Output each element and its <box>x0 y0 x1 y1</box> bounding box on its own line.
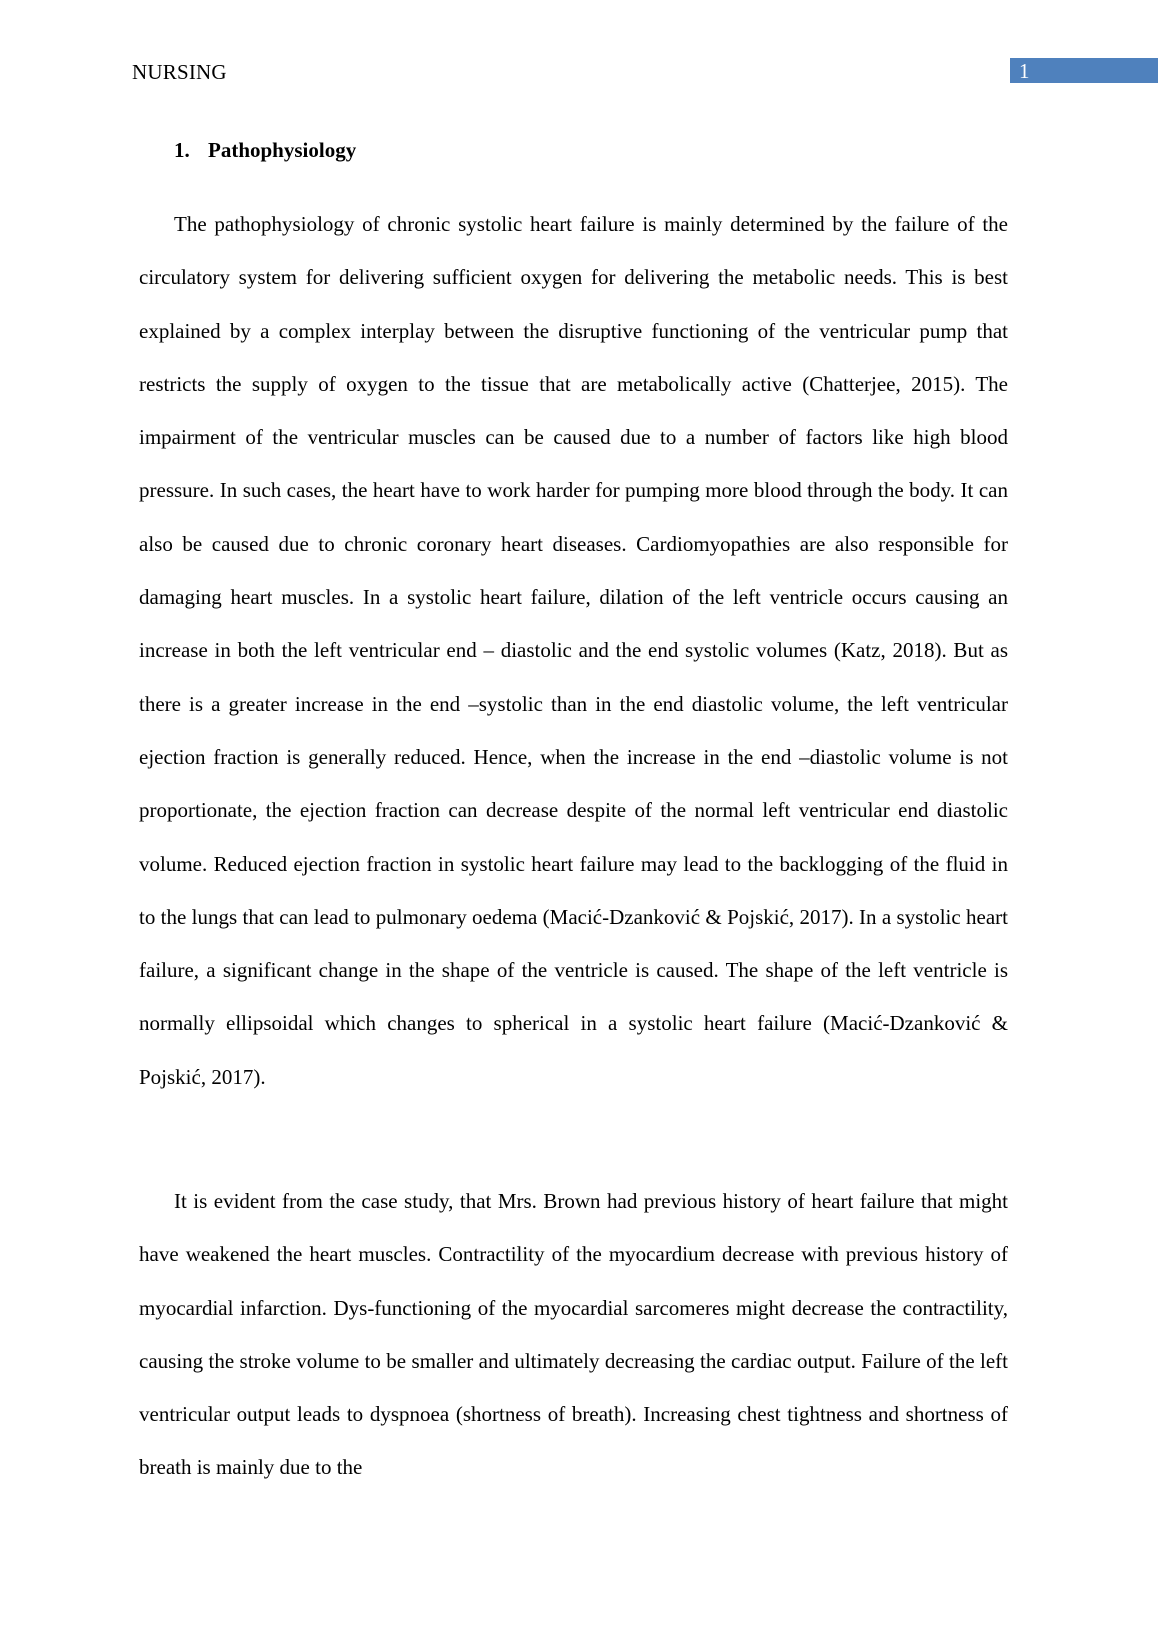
body-paragraph-1: The pathophysiology of chronic systolic heart failure is mainly determined by the failure of the circulatory system for delivering sufficient oxygen for delivering the metabolic needs. This is best explained by a complex interplay between the disruptive functioning of the ventricular pump that restricts the supply of oxygen to the tissue that are metabolically active (Chatterjee, 2015). The impairment of the ventricular muscles can be caused due to a number of factors like high blood pressure. In such cases, the heart have to work harder for pumping more blood through the body. It can also be caused due to chronic coronary heart diseases. Cardiomyopathies are also responsible for damaging heart muscles. In a systolic heart failure, dilation of the left ventricle occurs causing an increase in both the left ventricular end – diastolic and the end systolic volumes (Katz, 2018). But as there is a greater increase in the end –systolic than in the end diastolic volume, the left ventricular ejection fraction is generally reduced. Hence, when the increase in the end –diastolic volume is not proportionate, the ejection fraction can decrease despite of the normal left ventricular end diastolic volume. Reduced ejection fraction in systolic heart failure may lead to the backlogging of the fluid in to the lungs that can lead to pulmonary oedema (Macić-Dzanković & Pojskić, 2017). In a systolic heart failure, a significant change in the shape of the ventricle is caused. The shape of the left ventricle is normally ellipsoidal which changes to spherical in a systolic heart failure (Macić-Dzanković & Pojskić, 2017). <box>139 212 1008 1089</box>
section-heading <box>174 137 356 163</box>
page-number: 1 <box>1019 59 1030 83</box>
body-paragraph-2: It is evident from the case study, that Mrs. Brown had previous history of heart failure that might have weakened the heart muscles. Contractility of the myocardium decrease with previous history of myocardial infarction. Dys-functioning of the myocardial sarcomeres might decrease the contractility, causing the stroke volume to be smaller and ultimately decreasing the cardiac output. Failure of the left ventricular output leads to dyspnoea (shortness of breath). Increasing chest tightness and shortness of breath is mainly due to the <box>139 1189 1008 1480</box>
running-head: NURSING <box>132 60 227 84</box>
section-title: Pathophysiology <box>208 138 357 162</box>
page-number-bar <box>1010 58 1158 83</box>
section-number: 1. <box>174 138 190 162</box>
